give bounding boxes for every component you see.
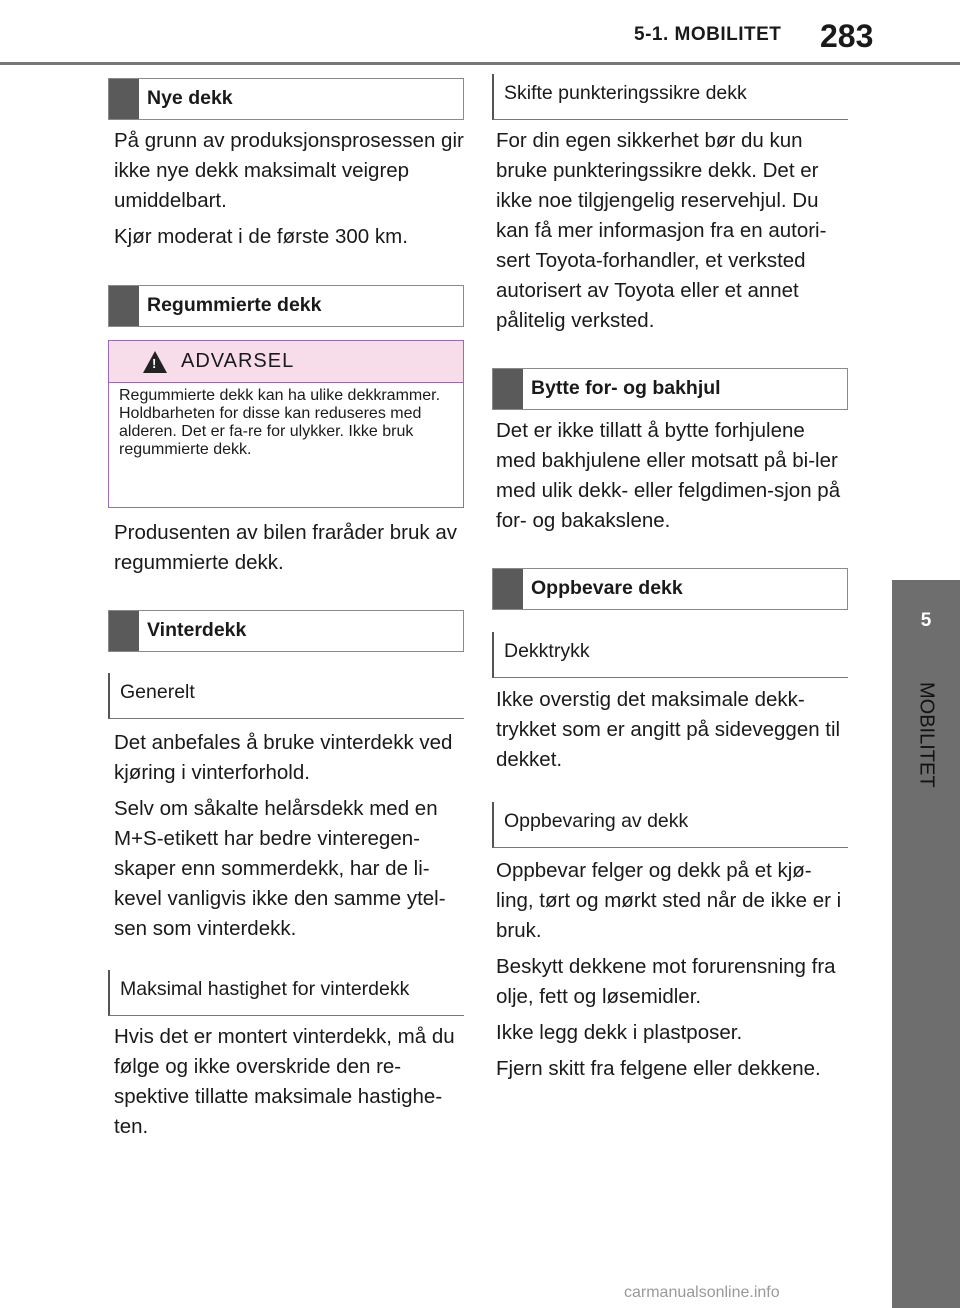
paragraph-nye-dekk: [114, 126, 464, 252]
subheading-maksimal-hastighet: [108, 970, 464, 1016]
subheading-text: Dekktrykk: [504, 640, 590, 662]
subheading-skifte-punkteringssikre: [492, 74, 848, 120]
chapter-tab-label: MOBILITET: [915, 682, 938, 788]
warning-title: ADVARSEL: [181, 350, 295, 372]
paragraph-text: Selv om såkalte helårsdekk med en M+S-etikett har bedre vinteregen-skaper enn sommerdekk, har de li-kevel vanligvis ikke den samme ytel-sen som vinterdekk.: [114, 797, 446, 940]
paragraph-text: Ikke overstig det maksimale dekk-trykket som er angitt på sideveggen til dekket.: [496, 688, 841, 771]
heading-oppbevare-dekk: [492, 568, 848, 610]
subheading-dekktrykk: [492, 632, 848, 678]
heading-text: Nye dekk: [147, 87, 233, 109]
subheading-generelt: [108, 673, 464, 719]
heading-bar: [109, 611, 139, 651]
heading-text: Regummierte dekk: [147, 294, 322, 316]
heading-bar: [493, 369, 523, 409]
section-title: 5-1. MOBILITET: [634, 24, 782, 45]
paragraph-text: Det er ikke tillatt å bytte forhjulene med bakhjulene eller motsatt på bi-ler med ulik dekk- eller felgdimen-sjon på for- og bakakslene.: [496, 419, 841, 532]
subheading-oppbevaring: [492, 802, 848, 848]
heading-bytte-hjul: [492, 368, 848, 410]
paragraph-text: Det anbefales å bruke vinterdekk ved kjøring i vinterforhold.: [114, 731, 453, 784]
subheading-text: Oppbevaring av dekk: [504, 810, 689, 832]
heading-bar: [109, 286, 139, 326]
warning-text: Regummierte dekk kan ha ulike dekkrammer. Holdbarheten for disse kan reduseres med alderen. Det er fa-re for ulykker. Ikke bruk regummierte dekk.: [119, 387, 441, 458]
paragraph-text: På grunn av produksjonsprosessen gir ikke nye dekk maksimalt veigrep umiddelbart.: [114, 129, 464, 212]
page-number: 283: [820, 18, 874, 54]
paragraph-text: Oppbevar felger og dekk på et kjø-ling, tørt og mørkt sted når de ikke er i bruk.: [496, 859, 842, 942]
heading-text: Oppbevare dekk: [531, 577, 683, 599]
subheading-text: Skifte punkteringssikre dekk: [504, 82, 747, 104]
paragraph-dekktrykk: [496, 685, 848, 775]
paragraph-generelt: [114, 728, 464, 944]
paragraph-maksimal-hastighet: [114, 1022, 464, 1142]
paragraph-bytte: [496, 416, 848, 536]
subheading-text: Generelt: [120, 681, 195, 703]
heading-text: Vinterdekk: [147, 619, 247, 641]
subheading-text: Maksimal hastighet for vinterdekk: [120, 978, 410, 1000]
paragraph-text: For din egen sikkerhet bør du kun bruke punkteringssikre dekk. Det er ikke noe tilgjengelig reservehjul. Du kan få mer informasjon fra en autori-sert Toyota-forhandler, et verksted autorisert av Toyota eller et annet pålitelig verksted.: [496, 129, 827, 332]
paragraph-text: Hvis det er montert vinterdekk, må du følge og ikke overskride den re-spektive tillatte maksimale hastighe-ten.: [114, 1025, 455, 1138]
chapter-tab: [892, 662, 960, 1308]
heading-vinterdekk: [108, 610, 464, 652]
paragraph-text: Ikke legg dekk i plastposer.: [496, 1021, 743, 1044]
header-divider: [0, 62, 960, 65]
paragraph-text: Kjør moderat i de første 300 km.: [114, 225, 408, 248]
heading-bar: [493, 569, 523, 609]
paragraph-oppbevaring: [496, 856, 848, 1084]
heading-text: Bytte for- og bakhjul: [531, 377, 721, 399]
paragraph-text: Produsenten av bilen fraråder bruk av regummierte dekk.: [114, 521, 458, 574]
heading-bar: [109, 79, 139, 119]
paragraph-text: Beskytt dekkene mot forurensning fra olje, fett og løsemidler.: [496, 955, 836, 1008]
paragraph-regummierte: [114, 518, 464, 578]
paragraph-skifte: [496, 126, 848, 336]
heading-nye-dekk: [108, 78, 464, 120]
warning-header: [109, 341, 463, 383]
watermark: carmanualsonline.info: [624, 1284, 780, 1301]
heading-regummierte-dekk: [108, 285, 464, 327]
warning-box: [108, 340, 464, 508]
paragraph-text: Fjern skitt fra felgene eller dekkene.: [496, 1057, 821, 1080]
warning-triangle-icon: [143, 351, 167, 373]
chapter-tab-number: 5: [892, 580, 960, 662]
